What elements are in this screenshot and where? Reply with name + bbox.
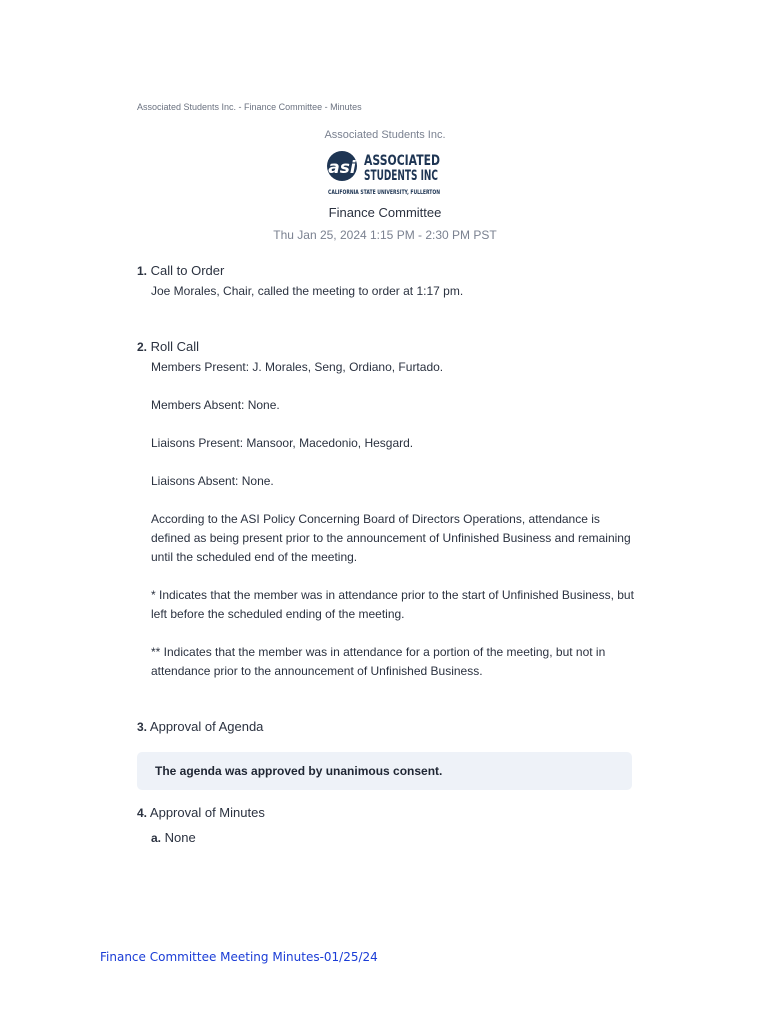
sub-item-text: None	[164, 830, 196, 845]
logo-line-3: CALIFORNIA STATE UNIVERSITY, FULLERTON	[328, 189, 440, 196]
liaisons-present: Liaisons Present: Mansoor, Macedonio, Hesgard.	[151, 436, 414, 450]
logo-line-1: ASSOCIATED	[364, 153, 440, 169]
logo-mark: asi	[328, 158, 356, 178]
agenda-approval-notice: The agenda was approved by unanimous consent.	[137, 752, 632, 790]
section-number: 2.	[137, 340, 148, 354]
section-heading	[137, 338, 637, 358]
section-approval-of-agenda	[137, 718, 637, 790]
section-heading	[137, 804, 637, 824]
organization-name: Associated Students Inc.	[324, 129, 446, 141]
asi-logo	[326, 149, 444, 197]
section-title: Roll Call	[150, 339, 200, 354]
section-roll-call	[137, 338, 637, 681]
committee-title: Finance Committee	[328, 205, 442, 220]
minutes-content	[137, 262, 637, 848]
page-footer: Finance Committee Meeting Minutes-01/25/24	[100, 950, 378, 964]
section-title: Call to Order	[150, 263, 225, 278]
section-heading	[137, 262, 637, 282]
section-number: 1.	[137, 264, 148, 278]
members-absent: Members Absent: None.	[151, 398, 280, 412]
attendance-policy: According to the ASI Policy Concerning Board of Directors Operations, attendance is defined as being present prior to the announcement of Unfinished Business and remaining until the scheduled end of the meeting.	[151, 512, 631, 564]
sub-item-letter: a.	[151, 831, 162, 845]
meeting-datetime: Thu Jan 25, 2024 1:15 PM - 2:30 PM PST	[273, 228, 497, 242]
sub-item	[151, 828, 637, 848]
logo-line-2: STUDENTS INC	[364, 168, 438, 184]
document-header: Associated Students Inc. - Finance Committee - Minutes	[137, 102, 362, 112]
section-number: 3.	[137, 720, 148, 734]
attendance-note-double-asterisk: ** Indicates that the member was in attendance for a portion of the meeting, but not in attendance prior to the announcement of Unfinished Business.	[151, 645, 606, 678]
section-number: 4.	[137, 806, 148, 820]
paragraph: Joe Morales, Chair, called the meeting to order at 1:17 pm.	[151, 284, 464, 298]
section-call-to-order	[137, 262, 637, 301]
asi-logo-icon	[326, 149, 444, 197]
section-approval-of-minutes	[137, 804, 637, 848]
section-heading	[137, 718, 637, 738]
liaisons-absent: Liaisons Absent: None.	[151, 474, 274, 488]
members-present: Members Present: J. Morales, Seng, Ordiano, Furtado.	[151, 360, 444, 374]
section-title: Approval of Minutes	[149, 805, 265, 820]
attendance-note-single-asterisk: * Indicates that the member was in attendance prior to the start of Unfinished Business, but left before the scheduled ending of the meeting.	[151, 588, 634, 621]
section-title: Approval of Agenda	[149, 719, 264, 734]
